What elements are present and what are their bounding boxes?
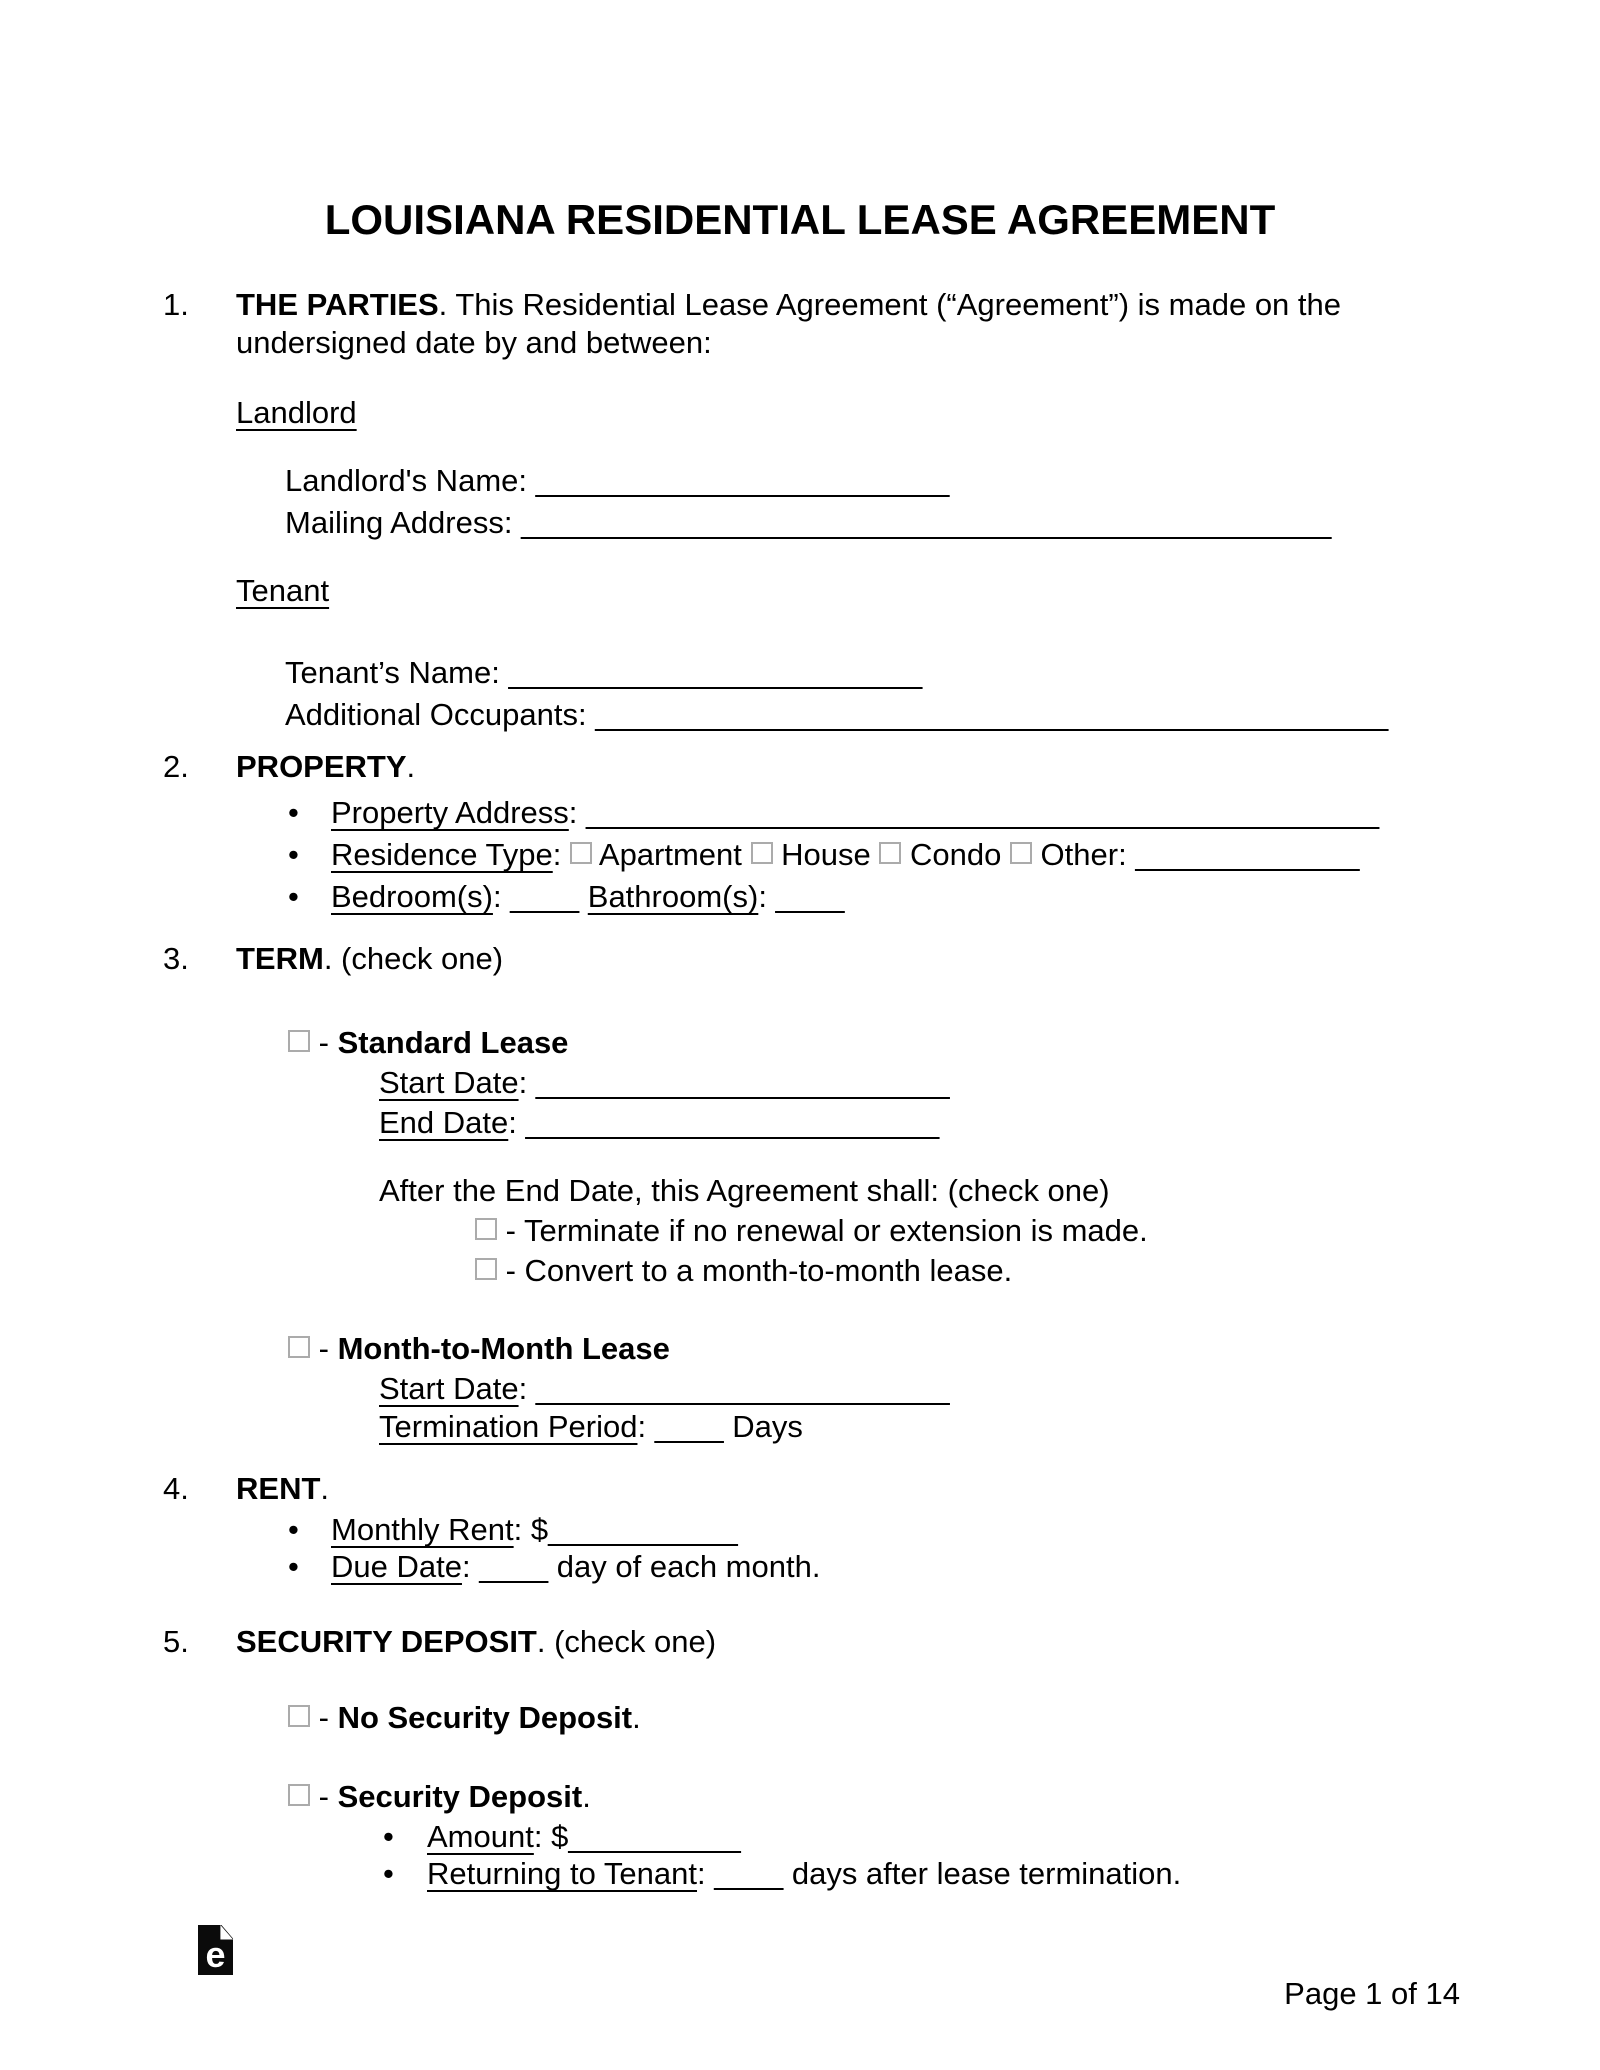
text: : bbox=[552, 837, 570, 872]
checkbox-icon[interactable] bbox=[1010, 842, 1032, 864]
bold-text: TERM bbox=[236, 941, 324, 976]
text: : bbox=[461, 1549, 480, 1584]
text: Landlord's Name: bbox=[285, 463, 536, 498]
underlined-label: Property Address bbox=[331, 795, 569, 830]
text: Apartment bbox=[591, 837, 751, 872]
checkbox-icon[interactable] bbox=[570, 842, 592, 864]
underlined-label: Landlord bbox=[236, 395, 357, 430]
text: Tenant’s Name: bbox=[285, 655, 509, 690]
text: . This Residential Lease Agreement (“Agreement”) is made on the bbox=[438, 287, 1342, 322]
underlined-label: Amount bbox=[427, 1819, 534, 1854]
text: After the End Date, this Agreement shall: (check one) bbox=[379, 1173, 1110, 1208]
text: - Convert to a month-to-month lease. bbox=[497, 1253, 1013, 1288]
text: - bbox=[310, 1700, 338, 1735]
text: House bbox=[772, 837, 880, 872]
text: Days bbox=[723, 1409, 803, 1444]
bullet-icon: • bbox=[383, 1819, 394, 1854]
bold-text: No Security Deposit bbox=[337, 1700, 633, 1735]
line-parties-1 bbox=[0, 286, 1600, 324]
line-deposit-returning bbox=[0, 1855, 1600, 1893]
text: - Terminate if no renewal or extension is made. bbox=[497, 1213, 1148, 1248]
text: . bbox=[406, 749, 416, 784]
bold-text: PROPERTY bbox=[236, 749, 407, 784]
bold-text: Security Deposit bbox=[337, 1779, 583, 1814]
underlined-label: End Date bbox=[379, 1105, 509, 1140]
line-std-end-date bbox=[0, 1104, 1600, 1142]
blank-field[interactable]: ________________________ bbox=[508, 655, 923, 690]
blank-field[interactable]: ______________________________________________ bbox=[595, 697, 1389, 732]
text: : bbox=[518, 1371, 536, 1406]
bullet-icon: • bbox=[288, 1549, 299, 1584]
text: - bbox=[310, 1331, 338, 1366]
text: : $ bbox=[513, 1512, 549, 1547]
text: : $ bbox=[533, 1819, 569, 1854]
underlined-label: Bathroom(s) bbox=[587, 879, 759, 914]
line-landlord-name bbox=[0, 462, 1600, 500]
blank-field[interactable]: _____________ bbox=[1135, 837, 1360, 872]
line-bedrooms bbox=[0, 878, 1600, 916]
blank-field[interactable]: ________________________ bbox=[535, 463, 950, 498]
bullet-icon: • bbox=[288, 795, 299, 830]
line-termination-period bbox=[0, 1408, 1600, 1446]
line-property-address bbox=[0, 794, 1600, 832]
underlined-label: Termination Period bbox=[379, 1409, 638, 1444]
line-landlord-heading bbox=[0, 394, 1600, 432]
line-residence-type bbox=[0, 836, 1600, 874]
line-due-date bbox=[0, 1548, 1600, 1586]
line-title bbox=[0, 196, 1600, 244]
blank-field[interactable]: ________________________ bbox=[535, 1065, 950, 1100]
text: Additional Occupants: bbox=[285, 697, 596, 732]
line-security-heading bbox=[0, 1623, 1600, 1661]
checkbox-icon[interactable] bbox=[475, 1218, 497, 1240]
text: . (check one) bbox=[323, 941, 504, 976]
line-tenant-heading bbox=[0, 572, 1600, 610]
underlined-label: Start Date bbox=[379, 1065, 519, 1100]
checkbox-icon[interactable] bbox=[288, 1705, 310, 1727]
line-term-heading bbox=[0, 940, 1600, 978]
text: LOUISIANA RESIDENTIAL LEASE AGREEMENT bbox=[324, 196, 1276, 243]
underlined-label: Bedroom(s) bbox=[331, 879, 493, 914]
line-mailing-address bbox=[0, 504, 1600, 542]
text: : bbox=[492, 879, 511, 914]
underlined-label: Returning to Tenant bbox=[427, 1856, 698, 1891]
blank-field[interactable]: ____ bbox=[775, 879, 845, 914]
text: : bbox=[508, 1105, 526, 1140]
text: Other: bbox=[1031, 837, 1136, 872]
blank-field[interactable]: ________________________ bbox=[535, 1371, 950, 1406]
line-standard-lease bbox=[0, 1024, 1600, 1062]
line-property-heading bbox=[0, 748, 1600, 786]
bold-text: SECURITY DEPOSIT bbox=[236, 1624, 537, 1659]
text: : bbox=[637, 1409, 655, 1444]
checkbox-icon[interactable] bbox=[879, 842, 901, 864]
text: : bbox=[697, 1856, 715, 1891]
text: - bbox=[310, 1025, 338, 1060]
line-no-security-deposit bbox=[0, 1699, 1600, 1737]
list-number: 5. bbox=[163, 1624, 189, 1659]
bold-text: THE PARTIES bbox=[236, 287, 439, 322]
checkbox-icon[interactable] bbox=[288, 1030, 310, 1052]
underlined-label: Residence Type bbox=[331, 837, 553, 872]
line-additional-occupants bbox=[0, 696, 1600, 734]
line-opt-terminate bbox=[0, 1212, 1600, 1250]
text: . bbox=[632, 1700, 641, 1735]
text bbox=[579, 879, 588, 914]
checkbox-icon[interactable] bbox=[475, 1258, 497, 1280]
blank-field[interactable]: ____ bbox=[714, 1856, 784, 1891]
bullet-icon: • bbox=[288, 1512, 299, 1547]
blank-field[interactable]: ______________________________________________ bbox=[586, 795, 1380, 830]
text: days after lease termination. bbox=[783, 1856, 1182, 1891]
blank-field[interactable]: ____ bbox=[654, 1409, 724, 1444]
logo-letter: e bbox=[205, 1934, 226, 1975]
bullet-icon: • bbox=[383, 1856, 394, 1891]
checkbox-icon[interactable] bbox=[288, 1784, 310, 1806]
bullet-icon: • bbox=[288, 837, 299, 872]
list-number: 3. bbox=[163, 941, 189, 976]
underlined-label: Due Date bbox=[331, 1549, 462, 1584]
bold-text: Month-to-Month Lease bbox=[337, 1331, 670, 1366]
page-number-label: Page 1 of 14 bbox=[1284, 1976, 1460, 2011]
text: : bbox=[758, 879, 776, 914]
line-std-start-date bbox=[0, 1064, 1600, 1102]
underlined-label: Start Date bbox=[379, 1371, 519, 1406]
line-parties-2 bbox=[0, 324, 1600, 362]
line-deposit-amount bbox=[0, 1818, 1600, 1856]
line-tenant-name bbox=[0, 654, 1600, 692]
line-after-end-date bbox=[0, 1172, 1600, 1210]
bold-text: RENT bbox=[236, 1471, 321, 1506]
bullet-icon: • bbox=[288, 879, 299, 914]
text: . (check one) bbox=[536, 1624, 717, 1659]
blank-field[interactable]: ____ bbox=[479, 1549, 549, 1584]
blank-field[interactable]: _______________________________________________ bbox=[521, 505, 1332, 540]
text: - bbox=[310, 1779, 338, 1814]
eforms-logo-icon bbox=[198, 1925, 233, 1975]
underlined-label: Monthly Rent bbox=[331, 1512, 514, 1547]
text: undersigned date by and between: bbox=[236, 325, 712, 360]
text: : bbox=[518, 1065, 536, 1100]
checkbox-icon[interactable] bbox=[751, 842, 773, 864]
line-m2m-lease bbox=[0, 1330, 1600, 1368]
blank-field[interactable]: ___________ bbox=[548, 1512, 738, 1547]
line-opt-convert bbox=[0, 1252, 1600, 1290]
checkbox-icon[interactable] bbox=[288, 1336, 310, 1358]
text: Condo bbox=[901, 837, 1010, 872]
text: day of each month. bbox=[548, 1549, 821, 1584]
blank-field[interactable]: __________ bbox=[568, 1819, 741, 1854]
text: . bbox=[320, 1471, 330, 1506]
underlined-label: Tenant bbox=[236, 573, 330, 608]
text: . bbox=[582, 1779, 591, 1814]
list-number: 2. bbox=[163, 749, 189, 784]
line-rent-heading bbox=[0, 1470, 1600, 1508]
line-security-deposit bbox=[0, 1778, 1600, 1816]
blank-field[interactable]: ____ bbox=[510, 879, 580, 914]
bold-text: Standard Lease bbox=[337, 1025, 569, 1060]
line-m2m-start-date bbox=[0, 1370, 1600, 1408]
text: : bbox=[568, 795, 587, 830]
line-monthly-rent bbox=[0, 1511, 1600, 1549]
list-number: 1. bbox=[163, 287, 189, 322]
blank-field[interactable]: ________________________ bbox=[525, 1105, 940, 1140]
text: Mailing Address: bbox=[285, 505, 522, 540]
list-number: 4. bbox=[163, 1471, 189, 1506]
